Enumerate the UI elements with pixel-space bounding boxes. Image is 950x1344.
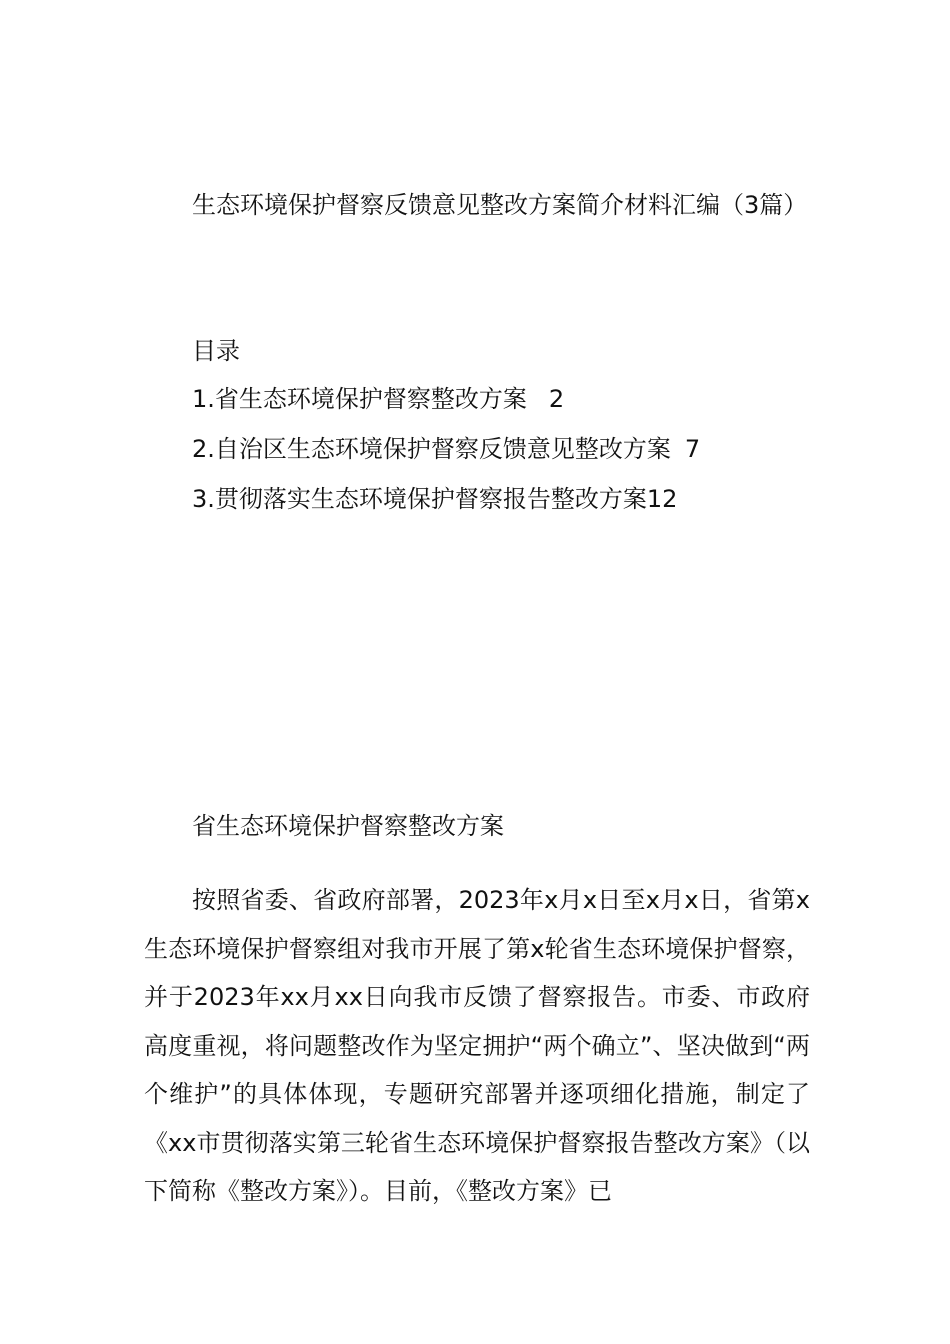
document-title: 生态环境保护督察反馈意见整改方案简介材料汇编（3篇） — [192, 191, 808, 219]
toc-entry[interactable] — [192, 481, 700, 517]
body-paragraph: 按照省委、省政府部署，2023年x月x日至x月x日，省第x生态环境保护督察组对我市开展了第x轮省生态环境保护督察，并于2023年xx月xx日向我市反馈了督察报告。市委、市政府高度重视，将问题整改作为坚定拥护“两个确立”、坚决做到“两个维护”的具体体现，专题研究部署并逐项细化措施，制定了《xx市贯彻落实第三轮省生态环境保护督察报告整改方案》（以下简称《整改方案》）。目前，《整改方案》已 — [144, 886, 810, 1205]
table-of-contents — [192, 381, 700, 531]
toc-entry-label: 2.自治区生态环境保护督察反馈意见整改方案 — [192, 435, 671, 463]
toc-entry-page: 7 — [684, 435, 701, 463]
toc-entry-label: 3.贯彻落实生态环境保护督察报告整改方案 — [192, 485, 647, 513]
toc-entry[interactable] — [192, 431, 700, 467]
toc-heading: 目录 — [192, 337, 240, 365]
section-title: 省生态环境保护督察整改方案 — [192, 812, 504, 840]
toc-entry-page: 2 — [548, 385, 565, 413]
toc-entry[interactable] — [192, 381, 700, 417]
toc-entry-page: 12 — [646, 485, 678, 513]
toc-entry-label: 1.省生态环境保护督察整改方案 — [192, 385, 527, 413]
